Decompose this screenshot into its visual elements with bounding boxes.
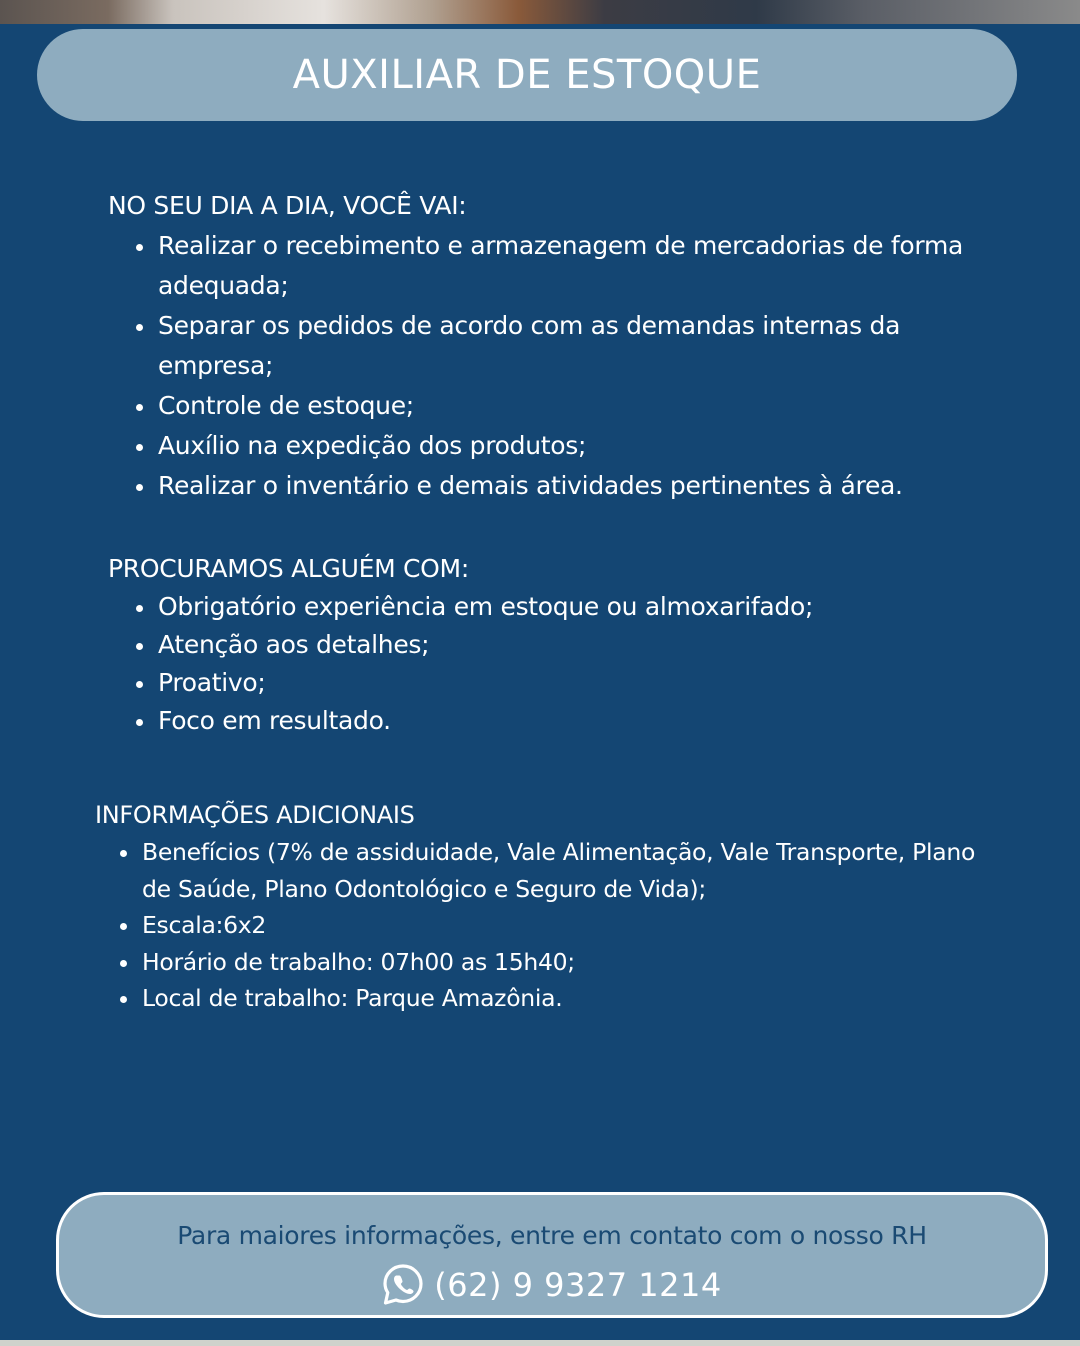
list-item: Auxílio na expedição dos produtos;: [158, 426, 988, 466]
list-item: Separar os pedidos de acordo com as demandas internas da empresa;: [158, 306, 988, 386]
whatsapp-icon: [382, 1263, 424, 1307]
list-item: Controle de estoque;: [158, 386, 988, 426]
section-additional-info: [95, 797, 995, 1017]
requirement-list: [158, 588, 988, 740]
list-item: Atenção aos detalhes;: [158, 626, 988, 664]
section-heading: INFORMAÇÕES ADICIONAIS: [95, 801, 415, 829]
list-item: Proativo;: [158, 664, 988, 702]
title-banner: [37, 29, 1017, 121]
list-item: Escala:6x2: [142, 907, 995, 944]
background-photo-strip: [0, 0, 1080, 24]
task-list: [158, 226, 988, 506]
job-title: AUXILIAR DE ESTOQUE: [292, 52, 762, 98]
contact-phone-row[interactable]: [59, 1263, 1045, 1307]
contact-text: Para maiores informações, entre em contato com o nosso RH: [177, 1221, 927, 1250]
list-item: Local de trabalho: Parque Amazônia.: [142, 980, 995, 1017]
section-heading: NO SEU DIA A DIA, VOCÊ VAI:: [108, 191, 467, 220]
bottom-edge-strip: [0, 1340, 1080, 1346]
section-heading: PROCURAMOS ALGUÉM COM:: [108, 554, 469, 583]
phone-number[interactable]: (62) 9 9327 1214: [434, 1266, 722, 1304]
list-item: Realizar o recebimento e armazenagem de mercadorias de forma adequada;: [158, 226, 988, 306]
section-requirements: [108, 550, 988, 740]
list-item: Horário de trabalho: 07h00 as 15h40;: [142, 944, 995, 981]
list-item: Obrigatório experiência em estoque ou almoxarifado;: [158, 588, 988, 626]
contact-box: [56, 1192, 1048, 1318]
section-daily-tasks: [108, 186, 988, 506]
list-item: Realizar o inventário e demais atividades pertinentes à área.: [158, 466, 988, 506]
list-item: Foco em resultado.: [158, 702, 988, 740]
list-item: Benefícios (7% de assiduidade, Vale Alimentação, Vale Transporte, Plano de Saúde, Plano Odontológico e Seguro de Vida);: [142, 834, 995, 907]
info-list: [142, 834, 995, 1017]
